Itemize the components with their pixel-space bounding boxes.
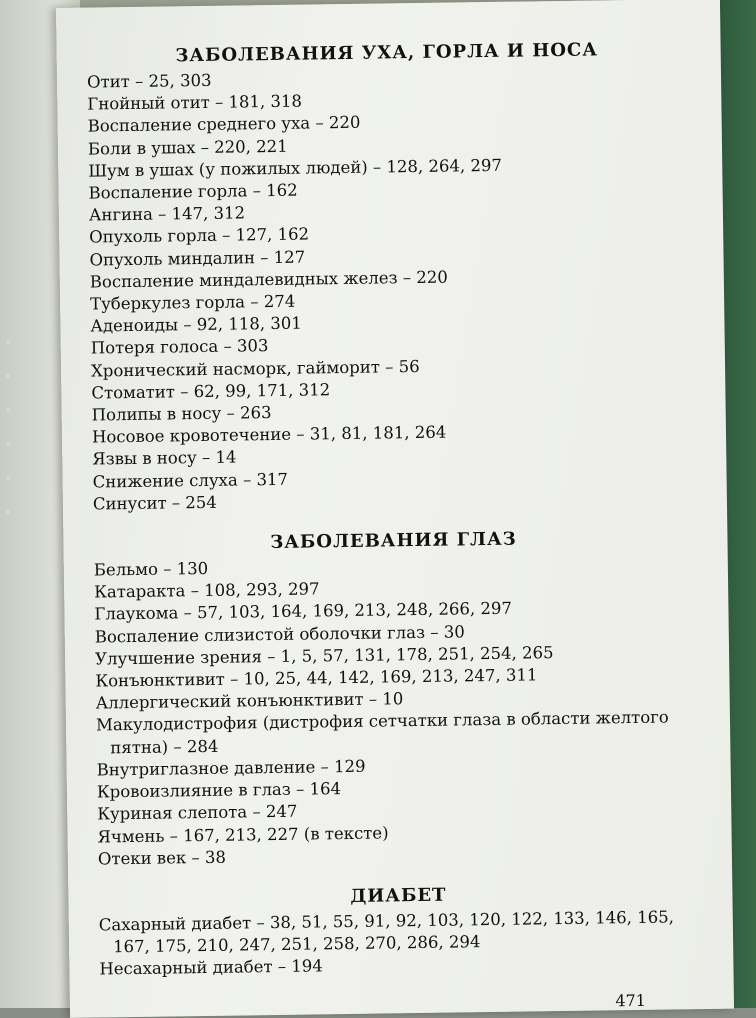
entries-diabetes (99, 906, 700, 981)
index-entry: Ангина – 147, 312 (88, 203, 246, 225)
index-entry: Воспаление слизистой оболочки глаз – 30 (94, 622, 465, 647)
index-entry: Аденоиды – 92, 118, 301 (90, 313, 302, 336)
section-title-diabetes: ДИАБЕТ (350, 884, 447, 907)
index-entry: Бельмо – 130 (93, 558, 209, 580)
section-title-eyes: ЗАБОЛЕВАНИЯ ГЛАЗ (270, 528, 517, 554)
index-entry: Кровоизлияние в глаз – 164 (96, 779, 342, 802)
entries-ent (87, 63, 693, 515)
page-number: 471 (615, 990, 647, 1011)
index-entry: Макулодистрофия (дистрофия сетчатки глаза в области желтого пятна) – 284 (95, 707, 669, 758)
index-entry: Катаракта – 108, 293, 297 (94, 579, 320, 602)
index-entry: Потеря голоса – 303 (90, 336, 269, 358)
index-entry: Ячмень – 167, 213, 227 (в тексте) (97, 822, 389, 846)
index-entry: Воспаление среднего уха – 220 (87, 113, 361, 136)
index-entry: Воспаление миндалевидных желез – 220 (89, 267, 448, 292)
index-entry: Внутриглазное давление – 129 (96, 756, 366, 780)
index-entry: Опухоль горла – 127, 162 (89, 224, 310, 247)
index-content (87, 37, 700, 981)
index-entry: Несахарный диабет – 194 (99, 956, 323, 979)
index-entry: Хронический насморк, гайморит – 56 (90, 356, 420, 381)
section-title-ent: ЗАБОЛЕВАНИЯ УХА, ГОРЛА И НОСА (175, 39, 599, 67)
index-entry: Шум в ушах (у пожилых людей) – 128, 264, 297 (88, 155, 503, 181)
index-entry: Туберкулез горла – 274 (90, 291, 296, 314)
binding-stitches (6, 340, 12, 580)
index-entry: Глаукома – 57, 103, 164, 169, 213, 248, 266, 297 (94, 599, 513, 624)
index-entry: Сахарный диабет – 38, 51, 55, 91, 92, 103, 120, 122, 133, 146, 165, 167, 175, 210, 247, 251, 258, 270, 286, 294 (98, 907, 675, 957)
index-entry: Улучшение зрения – 1, 5, 57, 131, 178, 251, 254, 265 (94, 642, 554, 669)
index-entry: Гнойный отит – 181, 318 (87, 91, 303, 114)
index-entry: Аллергический конъюнктивит – 10 (95, 689, 404, 713)
index-entry: Боли в ушах – 220, 221 (87, 136, 288, 159)
index-entry: Воспаление горла – 162 (88, 180, 298, 203)
index-entry: Снижение слуха – 317 (92, 469, 289, 492)
index-entry: Опухоль миндалин – 127 (89, 247, 306, 270)
index-entry: Куриная слепота – 247 (97, 802, 298, 824)
index-entry: Отеки век – 38 (97, 847, 227, 869)
index-entry: Полипы в носу – 263 (91, 403, 272, 425)
index-entry: Носовое кровотечение – 31, 81, 181, 264 (91, 422, 447, 447)
entries-eyes (94, 551, 698, 870)
index-entry: Отит – 25, 303 (86, 70, 212, 92)
index-entry: Стоматит – 62, 99, 171, 312 (91, 380, 331, 403)
index-entry: Синусит – 254 (92, 492, 217, 514)
index-entry: Конъюнктивит – 10, 25, 44, 142, 169, 213, 247, 311 (95, 665, 538, 691)
book-page (56, 0, 734, 1018)
index-entry: Язвы в носу – 14 (92, 447, 237, 469)
